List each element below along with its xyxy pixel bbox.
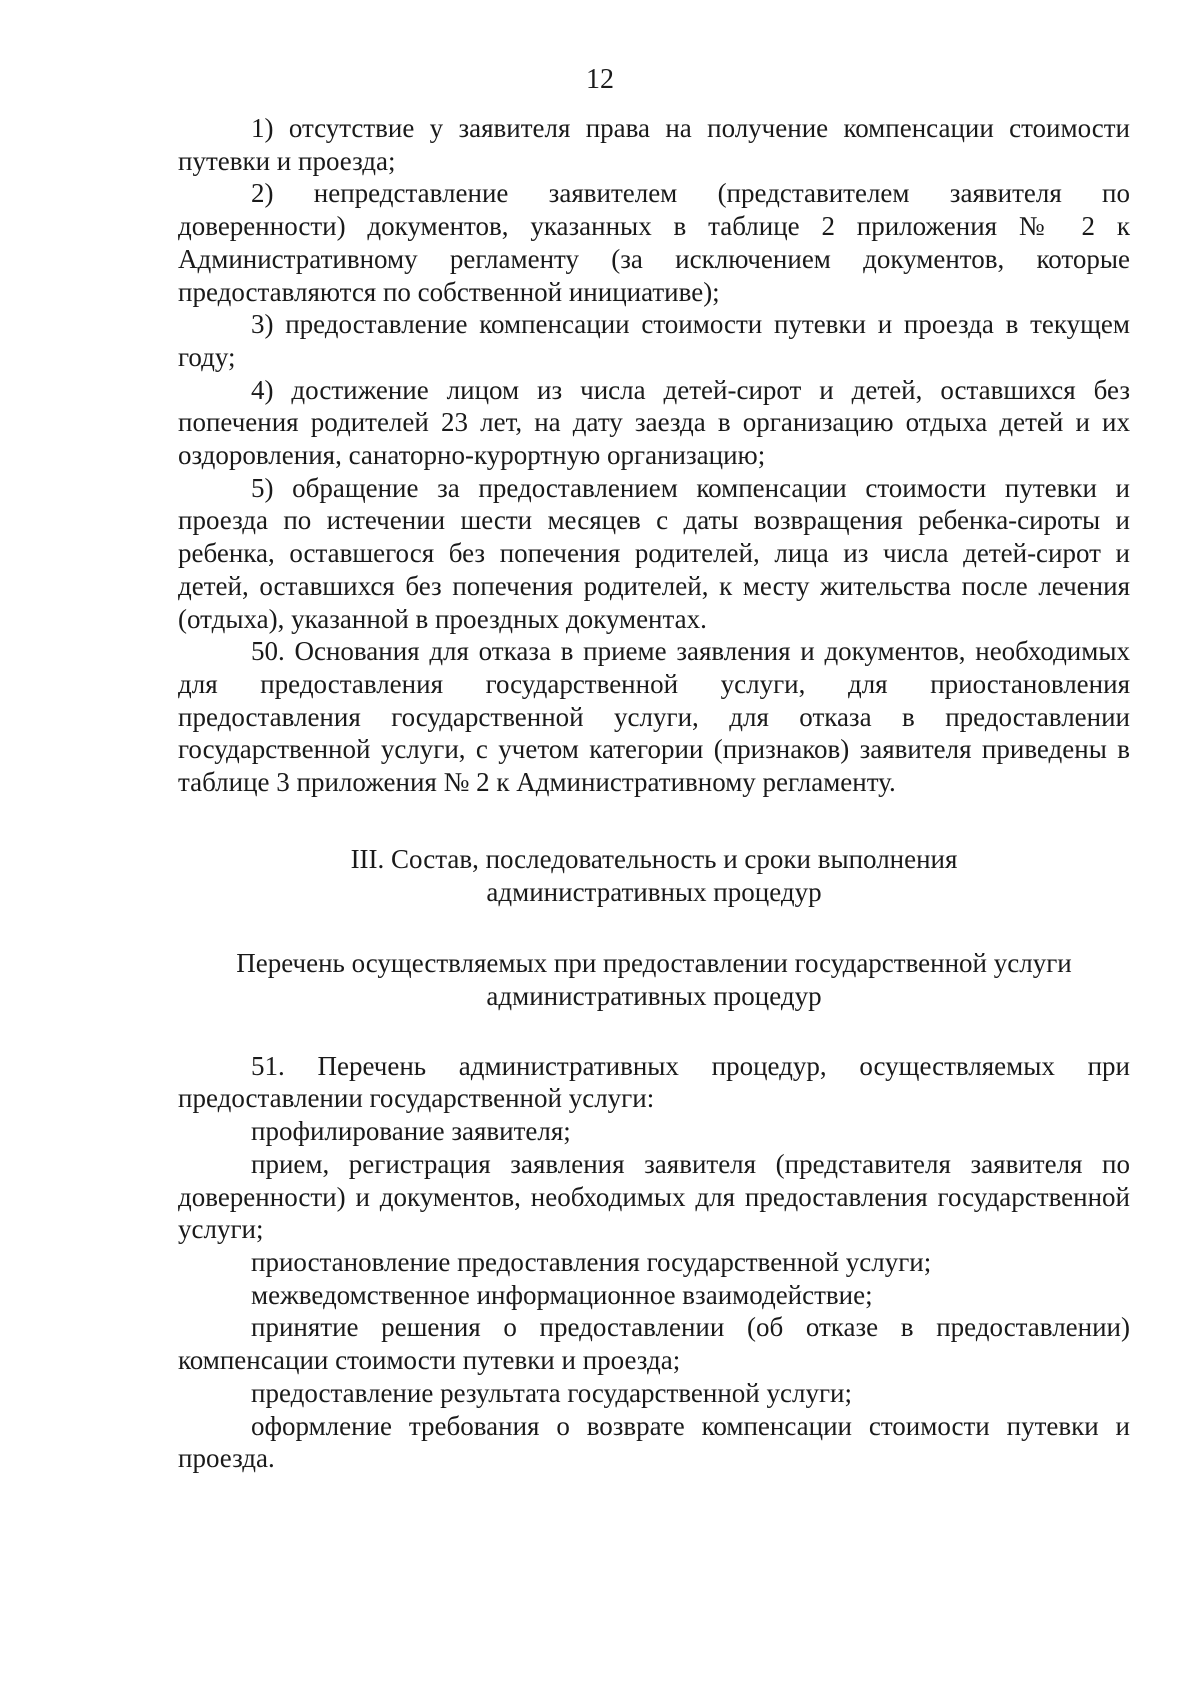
paragraph-item-4: 4) достижение лицом из числа детей-сирот и детей, оставшихся без попечения родителей 23 лет, на дату заезда в организацию отдыха детей и их оздоровления, санаторно-курортную организацию; [178, 374, 1130, 471]
spacer [178, 909, 1130, 947]
section-heading-line-1: III. Состав, последовательность и сроки выполнения [350, 843, 958, 874]
procedure-list-item: прием, регистрация заявления заявителя (представителя заявителя по доверенности) и документов, необходимых для предоставления государственной услуги; [178, 1148, 1130, 1245]
paragraph-item-5: 5) обращение за предоставлением компенсации стоимости путевки и проезда по истечении шести месяцев с даты возвращения ребенка-сироты и ребенка, оставшегося без попечения родителей, лица из числа детей-сирот и детей, оставшихся без попечения родителей, к месту жительства после лечения (отдыха), указанной в проездных документах. [178, 472, 1130, 634]
paragraph-51: 51. Перечень административных процедур, осуществляемых при предоставлении государственной услуги: [178, 1050, 1130, 1114]
procedure-list-item: оформление требования о возврате компенсации стоимости путевки и проезда. [178, 1410, 1130, 1474]
procedure-list-item: межведомственное информационное взаимодействие; [251, 1279, 873, 1310]
paragraph-item-1: 1) отсутствие у заявителя права на получение компенсации стоимости путевки и проезда; [178, 113, 1130, 176]
section-heading-line-2: административных процедур [486, 876, 822, 907]
subsection-heading-line-1: Перечень осуществляемых при предоставлении государственной услуги [236, 947, 1072, 978]
spacer [178, 1013, 1130, 1050]
paragraph-50: 50. Основания для отказа в приеме заявления и документов, необходимых для предоставления государственной услуги, для приостановления предоставления государственной услуги, для отказа в предоставлении государственной услуги, с учетом категории (признаков) заявителя приведены в таблице 3 приложения № 2 к Административному регламенту. [178, 636, 1130, 798]
subsection-heading-line-2: административных процедур [486, 980, 822, 1011]
procedure-list-item: принятие решения о предоставлении (об отказе в предоставлении) компенсации стоимости путевки и проезда; [178, 1312, 1130, 1376]
subsection-heading [178, 947, 1130, 1013]
section-heading [178, 843, 1130, 909]
procedure-list-item: предоставление результата государственной услуги; [251, 1377, 852, 1408]
procedure-list-item: приостановление предоставления государственной услуги; [251, 1246, 932, 1277]
page-number: 12 [586, 64, 614, 95]
paragraph-item-2: 2) непредставление заявителем (представителем заявителя по доверенности) документов, указанных в таблице 2 приложения № 2 к Административному регламенту (за исключением документов, которые предоставляются по собственной инициативе); [178, 178, 1130, 307]
paragraph-item-3: 3) предоставление компенсации стоимости путевки и проезда в текущем году; [178, 309, 1130, 372]
procedure-list-item: профилирование заявителя; [251, 1116, 571, 1147]
spacer [178, 799, 1130, 843]
document-body [178, 112, 1130, 1475]
